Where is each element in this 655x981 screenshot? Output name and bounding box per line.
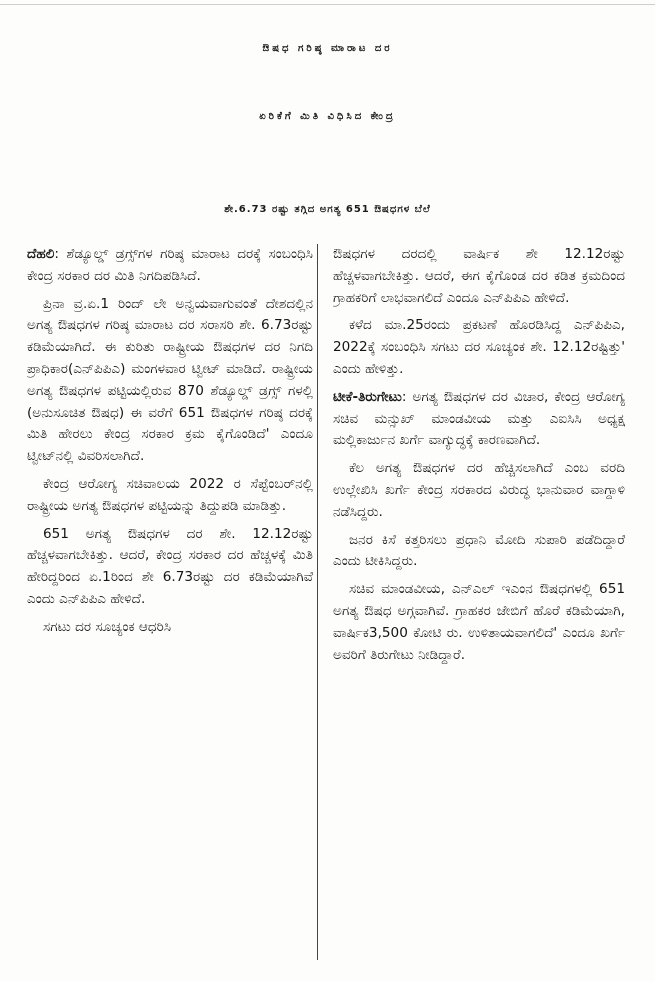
article-paragraph: 651 ಅಗತ್ಯ ಔಷಧಗಳ ದರ ಶೇ. 12.12ರಷ್ಟು ಹೆಚ್ಚಳವಾಗಬೇಕಿತ್ತು. ಆದರೆ, ಕೇಂದ್ರ ಸರಕಾರ ದರ ಹೆಚ್ಚಳಕ್ಕೆ ಮಿತಿ ಹೇರಿದ್ದರಿಂದ ಏ.1ರಿಂದ ಶೇ 6.73ರಷ್ಟು ದರ ಕಡಿಮೆಯಾಗಿವೆ ಎಂದು ಎನ್‌ಪಿಪಿಎ ಹೇಳಿದೆ. — [27, 525, 313, 607]
headline-line-2: ಏರಿಕೆಗೆ ಮಿತಿ ವಿಧಿಸಿದ ಕೇಂದ್ರ — [259, 111, 396, 122]
subheadline: ಶೇ.6.73 ರಷ್ಟು ತಗ್ಗಿದ ಅಗತ್ಯ 651 ಔಷಧಗಳ ಬೆಲೆ — [224, 204, 431, 215]
article-paragraph: ಕಳೆದ ಮಾ.25ರಂದು ಪ್ರಕಟಣೆ ಹೊರಡಿಸಿದ್ದ ಎನ್‌ಪಿಪಿಎ, 2022ಕ್ಕೆ ಸಂಬಂಧಿಸಿ ಸಗಟು ದರ ಸೂಚ್ಯಂಕ ಶೇ. 12.12ರಷ್ಟಿತ್ತು' ಎಂದು ಹೇಳಿತ್ತು. — [333, 317, 625, 377]
column-divider — [317, 244, 318, 960]
dateline: ದೆಹಲಿ — [27, 246, 55, 262]
article-paragraph: ಜನರ ಕಿಸೆ ಕತ್ತರಿಸಲು ಪ್ರಧಾನಿ ಮೋದಿ ಸುಪಾರಿ ಪಡೆದಿದ್ದಾರೆ ಎಂದು ಟೀಕಿಸಿದ್ದರು. — [333, 531, 625, 570]
paragraph-text: : ಶೆಡ್ಯೂಲ್ಡ್ ಡ್ರಗ್ಸ್‌ಗಳ ಗರಿಷ್ಠ ಮಾರಾಟ ದರಕ್ಕೆ ಸಂಬಂಧಿಸಿ ಕೇಂದ್ರ ಸರಕಾರ ದರ ಮಿತಿ ನಿಗದಿಪಡಿಸಿದೆ. — [27, 246, 313, 284]
article-paragraph: ಸಚಿವ ಮಾಂಡವೀಯ, ಎನ್‌ಎಲ್ ಇಎಂನ ಔಷಧಗಳಲ್ಲಿ 651 ಅಗತ್ಯ ಔಷಧ ಅಗ್ಗವಾಗಿವೆ. ಗ್ರಾಹಕರ ಜೇಬಿಗೆ ಹೊರೆ ಕಡಿಮೆಯಾಗಿ, ವಾರ್ಷಿಕ3,500 ಕೋಟಿ ರು. ಉಳಿತಾಯವಾಗಲಿದೆ' ಎಂದೂ ಖರ್ಗೆ ಅವರಿಗೆ ತಿರುಗೇಟು ನೀಡಿದ್ದಾರೆ. — [333, 581, 625, 663]
article-column-left — [27, 244, 313, 964]
top-border-line — [0, 4, 655, 5]
article-paragraph: ಕೆಲ ಅಗತ್ಯ ಔಷಧಗಳ ದರ ಹೆಚ್ಚಿಸಲಾಗಿದೆ ಎಂಬ ವರದಿ ಉಲ್ಲೇಖಿಸಿ ಖರ್ಗೆ ಕೇಂದ್ರ ಸರಕಾರದ ವಿರುದ್ಧ ಭಾನುವಾರ ವಾಗ್ದಾಳಿ ನಡೆಸಿದ್ದರು. — [333, 460, 625, 520]
paragraph-text: : ಅಗತ್ಯ ಔಷಧಗಳ ದರ ವಿಚಾರ, ಕೇಂದ್ರ ಆರೋಗ್ಯ ಸಚಿವ ಮನ್ಸುಖ್ ಮಾಂಡವೀಯ ಮತ್ತು ಎಐಸಿಸಿ ಅಧ್ಯಕ್ಷ ಮಲ್ಲಿಕಾರ್ಜುನ ಖರ್ಗೆ ವಾಗ್ಯುದ್ಧಕ್ಕೆ ಕಾರಣವಾಗಿದೆ. — [333, 388, 625, 449]
headline-line-1: ಔಷಧ ಗರಿಷ್ಠ ಮಾರಾಟ ದರ — [262, 43, 393, 54]
article-paragraph: ಕೇಂದ್ರ ಆರೋಗ್ಯ ಸಚಿವಾಲಯ 2022 ರ ಸೆಪ್ಟೆಂಬರ್‌ನಲ್ಲಿ ರಾಷ್ಟ್ರೀಯ ಅಗತ್ಯ ಔಷಧಗಳ ಪಟ್ಟಿಯನ್ನು ತಿದ್ದುಪಡಿ ಮಾಡಿತ್ತು. — [27, 475, 313, 514]
article-paragraph — [27, 244, 313, 288]
article-paragraph: ಪ್ರಿನಾ ವ್ರ.ಏ.1 ರಿಂದ್ ಲೇ ಅನ್ವಯವಾಗುವಂತೆ ದೇಶದಲ್ಲಿನ ಅಗತ್ಯ ಔಷಧಗಳ ಗರಿಷ್ಠ ಮಾರಾಟ ದರ ಸರಾಸರಿ ಶೇ. 6.73ರಷ್ಟು ಕಡಿಮೆಯಾಗಿದೆ. ಈ ಕುರಿತು ರಾಷ್ಟ್ರೀಯ ಔಷಧಗಳ ದರ ನಿಗದಿ ಪ್ರಾಧಿಕಾರ(ಎನ್‌ಪಿಪಿಎ) ಮಂಗಳವಾರ ಟ್ವೀಟ್ ಮಾಡಿದೆ. ರಾಷ್ಟ್ರೀಯ ಅಗತ್ಯ ಔಷಧಗಳ ಪಟ್ಟಿಯಲ್ಲಿರುವ 870 ಶೆಡ್ಯೂಲ್ಡ್ ಡ್ರಗ್ಸ್ ಗಳಲ್ಲಿ (ಅನುಸೂಚಿತ ಔಷಧ) ಈ ವರೆಗೆ 651 ಔಷಧಗಳ ಗರಿಷ್ಠ ದರಕ್ಕೆ ಮಿತಿ ಹೇರಲು ಕೇಂದ್ರ ಸರಕಾರ ಕ್ರಮ ಕೈಗೊಂಡಿದೆ' ಎಂದೂ ಟ್ವೀಟ್‌ನಲ್ಲಿ ವಿವರಿಸಲಾಗಿದೆ. — [27, 295, 313, 465]
article-paragraph: ಸಗಟು ದರ ಸೂಚ್ಯಂಕ ಆಧರಿಸಿ — [43, 618, 172, 635]
article-column-right — [333, 244, 625, 964]
section-lead: ಟೀಕೆ-ತಿರುಗೇಟು — [333, 388, 402, 405]
article-paragraph: ಔಷಧಗಳ ದರದಲ್ಲಿ ವಾರ್ಷಿಕ ಶೇ 12.12ರಷ್ಟು ಹೆಚ್ಚಳವಾಗಬೇಕಿತ್ತು. ಆದರೆ, ಈಗ ಕೈಗೊಂಡ ದರ ಕಡಿತ ಕ್ರಮದಿಂದ ಗ್ರಾಹಕರಿಗೆ ಲಾಭವಾಗಲಿದೆ ಎಂದೂ ಎನ್‌ಪಿಪಿಎ ಹೇಳಿದೆ. — [333, 246, 625, 306]
article-paragraph — [333, 387, 625, 452]
